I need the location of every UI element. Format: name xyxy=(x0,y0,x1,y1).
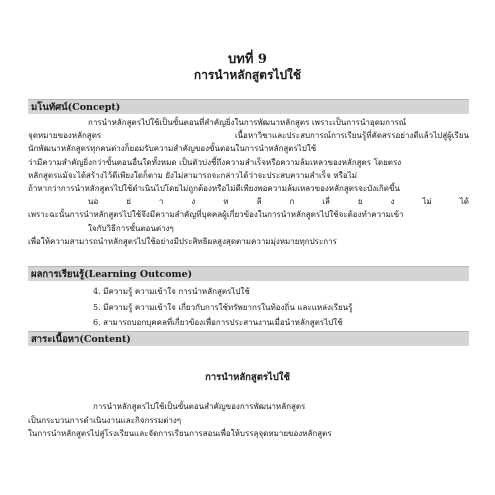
concept-line: ใจกับวิธีการขั้นตอนต่างๆ xyxy=(88,223,174,233)
outcome-item: 5. มีความรู้ ความเข้าใจ เกี่ยวกับการใช้ทรัพยากรในท้องถิ่น และแหล่งเรียนรู้ xyxy=(93,302,353,312)
concept-line: เพื่อให้ความสามารถนำหลักสูตรไปใช้อย่างมีประสิทธิผลสูงสุดตามความมุ่งหมายทุกประการ xyxy=(28,236,337,246)
content-line: ในการนำหลักสูตรไปสู่โรงเรียนและจัดการเรียนการสอนเพื่อให้บรรลุจุดหมายของหลักสูตร xyxy=(28,429,332,439)
outcome-heading: ผลการเรียนรู้(Learning Outcome) xyxy=(28,266,469,281)
concept-heading: มโนทัศน์(Concept) xyxy=(28,99,469,114)
content-line: การนำหลักสูตรไปใช้เป็นขั้นตอนสำคัญของการพัฒนาหลักสูตร xyxy=(93,402,306,411)
concept-paragraph xyxy=(28,116,469,248)
concept-line: ว่ามีความสำคัญยิ่งกว่าขั้นตอนอื่นใดทั้งหมด เป็นตัวบ่งชี้ถึงความสำเร็จหรือความล้มเหลวของหลักสูตร โดยตรง xyxy=(28,157,402,167)
concept-line: นักพัฒนาหลักสูตรทุกคนต่างก็ยอมรับความสำคัญของขั้นตอนในการนำหลักสูตรไปใช้ xyxy=(28,144,317,154)
concept-line: หลักสูตรแม้จะได้สร้างไว้ดีเพียงใดก็ตาม ยังไม่สามารถจะกล่าวได้ว่าจะประสบความสำเร็จ หรือไม่ xyxy=(28,170,357,180)
content-line: เป็นกระบวนการดำเนินงานและกิจกรรมต่างๆ xyxy=(28,415,182,425)
concept-line: เพราะฉะนั้นการนำหลักสูตรไปใช้จึงมีความสำคัญที่บุคคลผู้เกี่ยวข้องในการนำหลักสูตรไปใช้จะต้องทำความเข้า xyxy=(28,210,404,220)
content-heading: สาระเนื้อหา(Content) xyxy=(28,331,469,346)
content-paragraph xyxy=(28,400,469,441)
chapter-number: บทที่ 9 xyxy=(228,52,267,67)
concept-line: นอ ย่ า ง ห ลี ก เลี่ ย ง ไม่ ได้ xyxy=(88,197,469,207)
outcome-item: 4. มีความรู้ ความเข้าใจ การนำหลักสูตรไปใช้ xyxy=(93,287,250,296)
content-subheading: การนำหลักสูตรไปใช้ xyxy=(205,372,290,383)
chapter-title: การนำหลักสูตรไปใช้ xyxy=(193,68,302,82)
concept-line: ถ้าหากว่าการนำหลักสูตรไปใช้ดำเนินไปโดยไม่ถูกต้องหรือไม่ดีเพียงพอความล้มเหลวของหลักสูตรจะบังเกิดขึ้น xyxy=(28,184,400,194)
concept-line: การนำหลักสูตรไปใช้เป็นขั้นตอนที่สำคัญยิ่งในการพัฒนาหลักสูตร เพราะเป็นการนำอุดมการณ์ xyxy=(88,118,407,127)
concept-line: จุดหมายของหลักสูตร เนื้อหาวิชาและประสบการณ์การเรียนรู้ที่คัดสรรอย่างดีแล้วไปสู่ผู้เรียน xyxy=(28,131,469,141)
outcome-item: 6. สามารถบอกบุคคลที่เกี่ยวข้องเพื่อการประสานงานเมื่อนำหลักสูตรไปใช้ xyxy=(93,318,343,327)
outcome-list xyxy=(93,284,469,331)
